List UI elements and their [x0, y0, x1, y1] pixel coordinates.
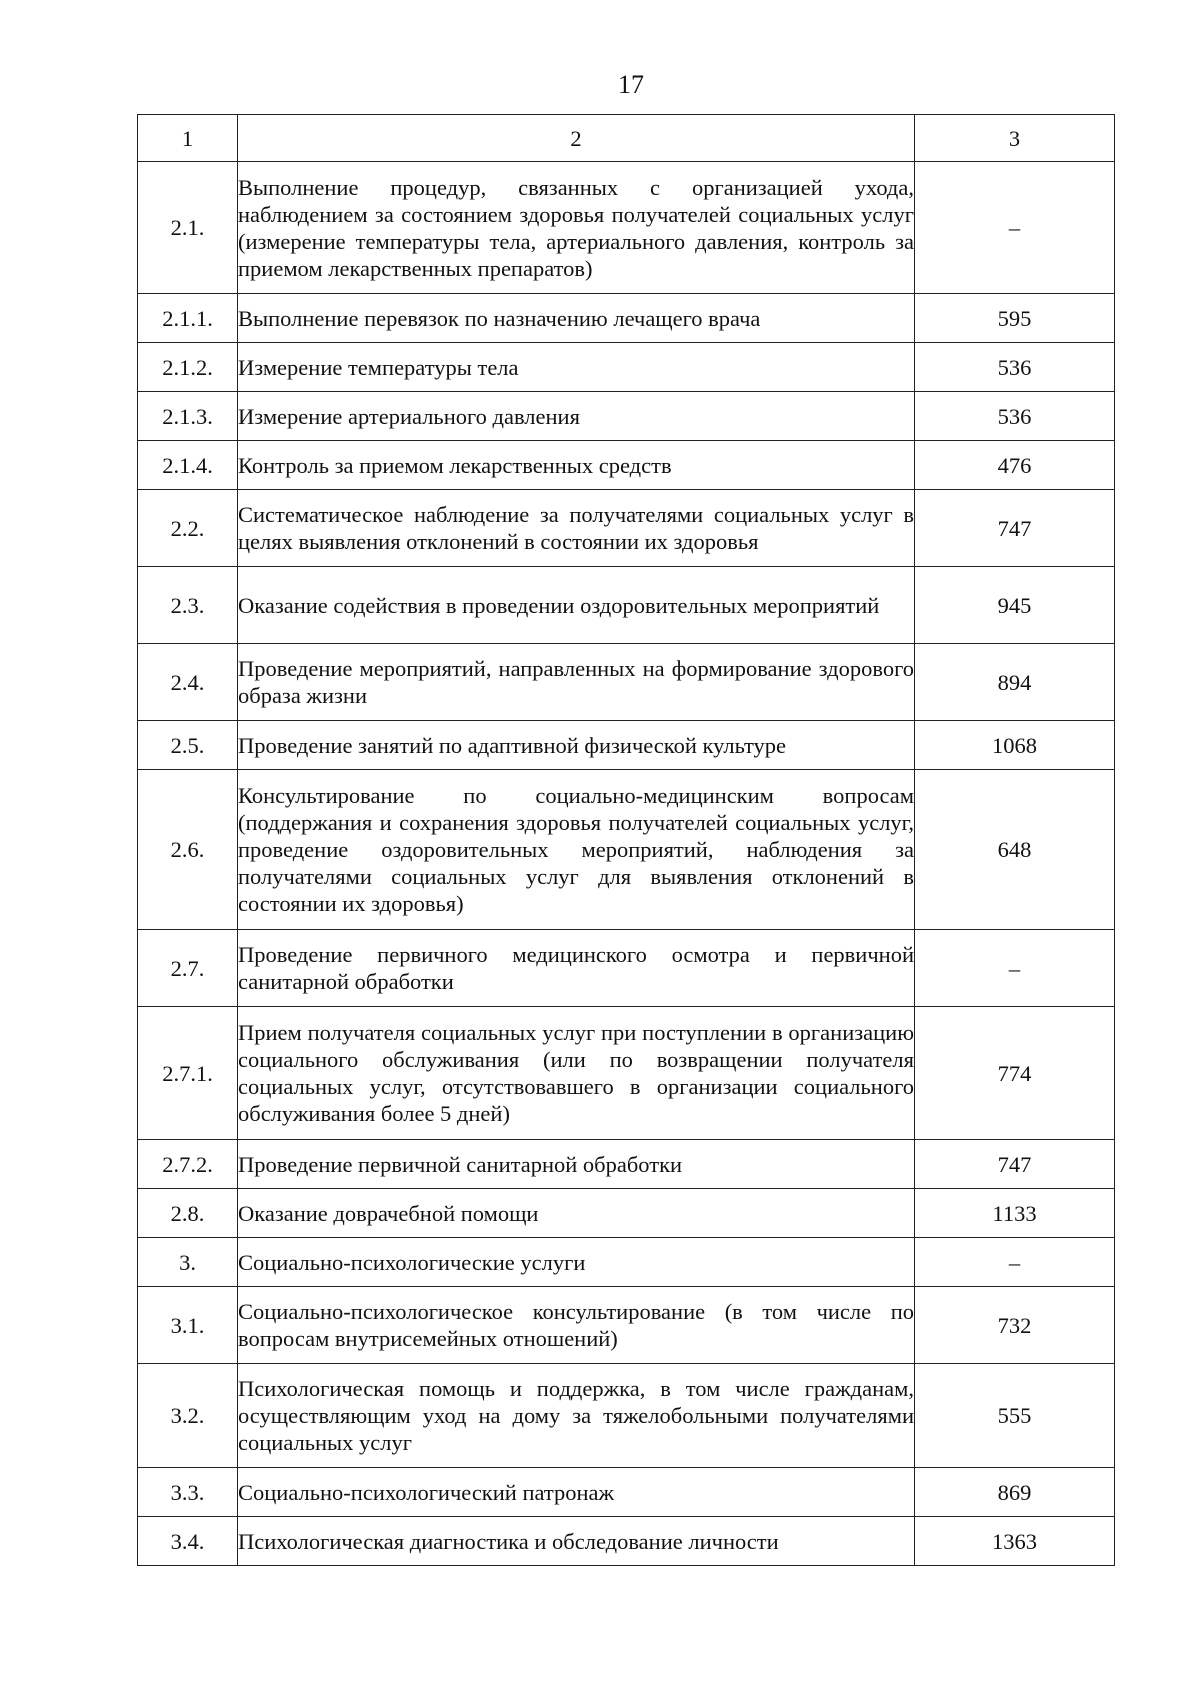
table-row — [138, 1468, 1115, 1517]
row-text: Оказание содействия в проведении оздоровительных мероприятий — [238, 567, 915, 644]
row-value: 747 — [915, 1140, 1115, 1189]
table-row — [138, 162, 1115, 294]
row-text: Проведение мероприятий, направленных на формирование здорового образа жизни — [238, 644, 915, 721]
header-col-1: 1 — [138, 115, 238, 162]
row-value: 1068 — [915, 721, 1115, 770]
row-value: – — [915, 1238, 1115, 1287]
table-row — [138, 930, 1115, 1007]
row-value: – — [915, 162, 1115, 294]
row-number: 2.7. — [138, 930, 238, 1007]
row-number: 3.2. — [138, 1364, 238, 1468]
row-number: 2.8. — [138, 1189, 238, 1238]
row-text: Социально-психологические услуги — [238, 1238, 915, 1287]
row-text: Оказание доврачебной помощи — [238, 1189, 915, 1238]
row-number: 2.6. — [138, 770, 238, 930]
row-number: 2.4. — [138, 644, 238, 721]
table-row — [138, 1007, 1115, 1140]
table-header-row — [138, 115, 1115, 162]
row-number: 2.3. — [138, 567, 238, 644]
row-value: 1133 — [915, 1189, 1115, 1238]
row-text: Прием получателя социальных услуг при поступлении в организацию социального обслуживания (или по возвращении получателя социальных услуг, отсутствовавшего в организации социального обслуживания более 5 дней) — [238, 1007, 915, 1140]
row-text: Контроль за приемом лекарственных средств — [238, 441, 915, 490]
row-text: Выполнение процедур, связанных с организацией ухода, наблюдением за состоянием здоровья получателей социальных услуг (измерение температуры тела, артериального давления, контроль за приемом лекарственных препаратов) — [238, 162, 915, 294]
row-text: Измерение температуры тела — [238, 343, 915, 392]
table-row — [138, 721, 1115, 770]
row-number: 3.3. — [138, 1468, 238, 1517]
row-number: 3. — [138, 1238, 238, 1287]
table-row — [138, 1517, 1115, 1566]
table-row — [138, 1140, 1115, 1189]
row-number: 2.1. — [138, 162, 238, 294]
row-value: 869 — [915, 1468, 1115, 1517]
table-row — [138, 392, 1115, 441]
row-text: Выполнение перевязок по назначению лечащего врача — [238, 294, 915, 343]
row-text: Проведение первичной санитарной обработки — [238, 1140, 915, 1189]
row-text: Измерение артериального давления — [238, 392, 915, 441]
table-row — [138, 644, 1115, 721]
row-number: 3.4. — [138, 1517, 238, 1566]
row-text: Систематическое наблюдение за получателями социальных услуг в целях выявления отклонений в состоянии их здоровья — [238, 490, 915, 567]
table-row — [138, 1189, 1115, 1238]
table-row — [138, 294, 1115, 343]
row-number: 2.1.3. — [138, 392, 238, 441]
row-number: 2.1.1. — [138, 294, 238, 343]
row-number: 3.1. — [138, 1287, 238, 1364]
row-value: – — [915, 930, 1115, 1007]
row-number: 2.7.1. — [138, 1007, 238, 1140]
row-text: Проведение занятий по адаптивной физической культуре — [238, 721, 915, 770]
row-text: Психологическая диагностика и обследование личности — [238, 1517, 915, 1566]
row-value: 732 — [915, 1287, 1115, 1364]
row-number: 2.5. — [138, 721, 238, 770]
table-row — [138, 441, 1115, 490]
row-value: 536 — [915, 392, 1115, 441]
row-number: 2.7.2. — [138, 1140, 238, 1189]
row-text: Психологическая помощь и поддержка, в том числе гражданам, осуществляющим уход на дому за тяжелобольными получателями социальных услуг — [238, 1364, 915, 1468]
row-value: 536 — [915, 343, 1115, 392]
row-number: 2.1.4. — [138, 441, 238, 490]
row-value: 595 — [915, 294, 1115, 343]
table-row — [138, 1238, 1115, 1287]
page-number: 17 — [618, 70, 644, 99]
row-number: 2.2. — [138, 490, 238, 567]
row-value: 894 — [915, 644, 1115, 721]
header-col-2: 2 — [238, 115, 915, 162]
row-value: 945 — [915, 567, 1115, 644]
row-value: 648 — [915, 770, 1115, 930]
row-value: 1363 — [915, 1517, 1115, 1566]
row-text: Социально-психологическое консультирование (в том числе по вопросам внутрисемейных отношений) — [238, 1287, 915, 1364]
row-number: 2.1.2. — [138, 343, 238, 392]
row-value: 476 — [915, 441, 1115, 490]
header-col-3: 3 — [915, 115, 1115, 162]
table-row — [138, 343, 1115, 392]
row-value: 747 — [915, 490, 1115, 567]
row-value: 774 — [915, 1007, 1115, 1140]
row-text: Консультирование по социально-медицинским вопросам (поддержания и сохранения здоровья получателей социальных услуг, проведение оздоровительных мероприятий, наблюдения за получателями социальных услуг для выявления отклонений в состоянии их здоровья) — [238, 770, 915, 930]
row-text: Проведение первичного медицинского осмотра и первичной санитарной обработки — [238, 930, 915, 1007]
row-text: Социально-психологический патронаж — [238, 1468, 915, 1517]
table-row — [138, 1364, 1115, 1468]
table-row — [138, 770, 1115, 930]
table-row — [138, 1287, 1115, 1364]
table-row — [138, 490, 1115, 567]
services-table — [137, 114, 1115, 1566]
table-row — [138, 567, 1115, 644]
row-value: 555 — [915, 1364, 1115, 1468]
